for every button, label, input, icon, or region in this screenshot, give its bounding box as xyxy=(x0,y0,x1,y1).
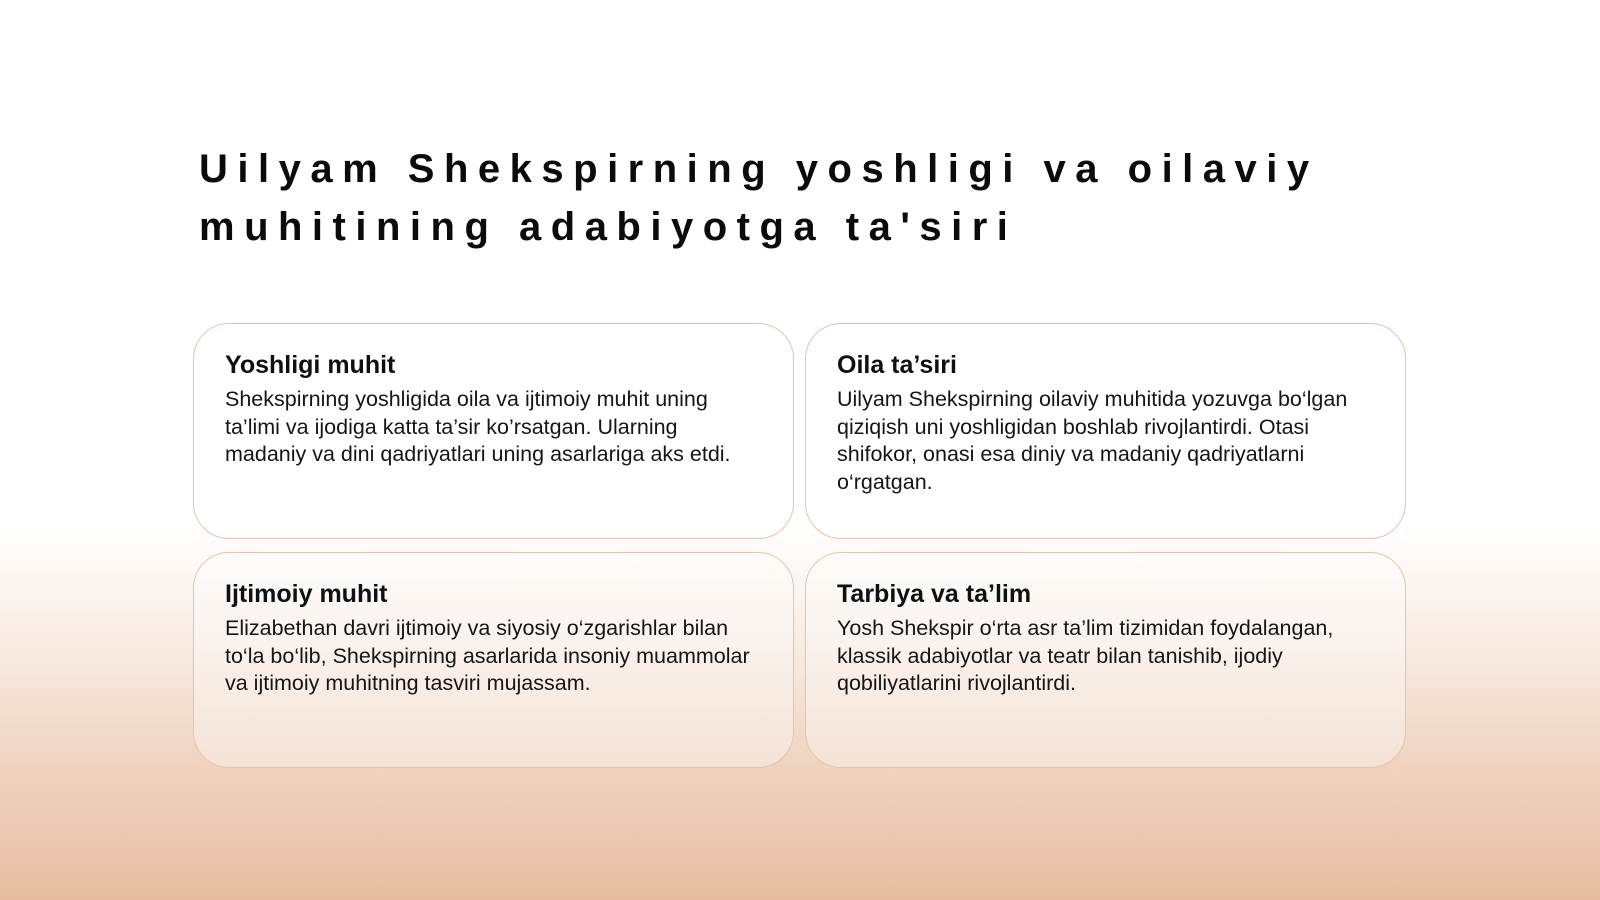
card-ijtimoiy-muhit xyxy=(193,552,794,768)
card-body: Yosh Shekspir o‘rta asr ta’lim tizimidan foydalangan, klassik adabiyotlar va teatr bilan tanishib, ijodiy qobiliyatlarini rivojlantirdi. xyxy=(837,616,1334,695)
slide-title: Uilyam Shekspirning yoshligi va oilaviy muhitining adabiyotga ta'siri xyxy=(199,147,1319,249)
card-body: Uilyam Shekspirning oilaviy muhitida yozuvga bo‘lgan qiziqish uni yoshligidan boshlab rivojlantirdi. Otasi shifokor, onasi esa diniy va madaniy qadriyatlarni o‘rgatgan. xyxy=(837,387,1348,494)
card-body: Shekspirning yoshligida oila va ijtimoiy muhit uning ta’limi va ijodiga katta ta’sir ko’rsatgan. Ularning madaniy va dini qadriyatlari uning asarlariga aks etdi. xyxy=(225,387,731,466)
card-title: Tarbiya va ta’lim xyxy=(837,580,1032,608)
card-title: Yoshligi muhit xyxy=(225,351,396,379)
card-title: Oila ta’siri xyxy=(837,351,957,379)
card-body: Elizabethan davri ijtimoiy va siyosiy o‘zgarishlar bilan to‘la bo‘lib, Shekspirning asarlarida insoniy muammolar va ijtimoiy muhitning tasviri mujassam. xyxy=(225,616,750,695)
card-oila-tasiri xyxy=(805,323,1406,539)
card-title: Ijtimoiy muhit xyxy=(225,580,388,608)
card-yoshligi-muhit xyxy=(193,323,794,539)
card-tarbiya-va-talim xyxy=(805,552,1406,768)
